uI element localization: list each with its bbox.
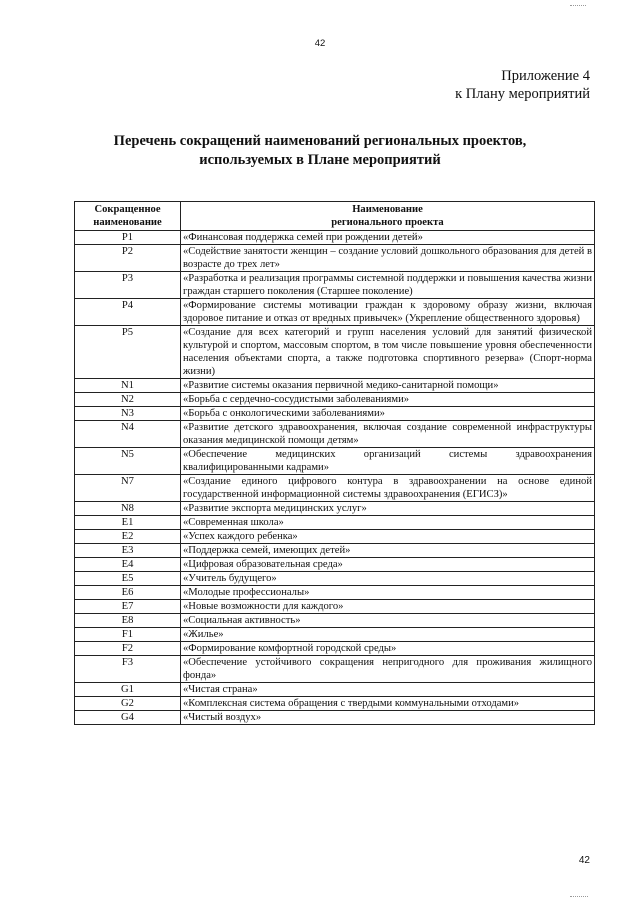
header-project-name	[181, 202, 595, 231]
project-name-cell: «Развитие детского здравоохранения, включая создание современной инфраструктуры оказания медицинской помощи детям»	[181, 421, 595, 448]
table-row	[75, 558, 595, 572]
project-code-cell: P4	[75, 299, 181, 326]
table-row	[75, 231, 595, 245]
project-name-cell: «Социальная активность»	[181, 614, 595, 628]
table-row	[75, 656, 595, 683]
header-project-name-line-2: регионального проекта	[331, 217, 444, 228]
table-row	[75, 586, 595, 600]
table-row	[75, 272, 595, 299]
table-row	[75, 407, 595, 421]
table-row	[75, 711, 595, 725]
project-code-cell: E6	[75, 586, 181, 600]
table-row	[75, 326, 595, 379]
table-row	[75, 448, 595, 475]
project-name-cell: «Финансовая поддержка семей при рождении детей»	[181, 231, 595, 245]
project-code-cell: E3	[75, 544, 181, 558]
table-row	[75, 572, 595, 586]
header-short-name-line-1: Сокращенное	[94, 204, 161, 215]
project-code-cell: P5	[75, 326, 181, 379]
project-name-cell: «Содействие занятости женщин – создание условий дошкольного образования для детей в возрасте до трех лет»	[181, 245, 595, 272]
project-code-cell: E1	[75, 516, 181, 530]
project-name-cell: «Разработка и реализация программы системной поддержки и повышения качества жизни граждан старшего поколения (Старшее поколение)	[181, 272, 595, 299]
project-code-cell: N2	[75, 393, 181, 407]
abbreviations-table	[74, 201, 595, 725]
project-name-cell: «Комплексная система обращения с твердыми коммунальными отходами»	[181, 697, 595, 711]
project-name-cell: «Создание единого цифрового контура в здравоохранении на основе единой государственной информационной системы здравоохранения (ЕГИСЗ)»	[181, 475, 595, 502]
project-name-cell: «Учитель будущего»	[181, 572, 595, 586]
table-row	[75, 245, 595, 272]
table-row	[75, 502, 595, 516]
document-title-line-2: используемых в Плане мероприятий	[199, 152, 441, 168]
project-name-cell: «Развитие экспорта медицинских услуг»	[181, 502, 595, 516]
page-number-bottom: 42	[578, 855, 590, 866]
table-row	[75, 628, 595, 642]
appendix-label	[455, 68, 590, 103]
project-name-cell: «Создание для всех категорий и групп населения условий для занятий физической культурой и спортом, массовым спортом, в том числе повышение уровня обеспеченности населения объектами спорта, а также подготовка спортивного резерва» (Спорт-норма жизни)	[181, 326, 595, 379]
project-code-cell: E7	[75, 600, 181, 614]
scan-mark-bottom	[570, 896, 588, 900]
project-code-cell: N1	[75, 379, 181, 393]
project-name-cell: «Современная школа»	[181, 516, 595, 530]
header-short-name-line-2: наименование	[93, 217, 162, 228]
project-code-cell: G4	[75, 711, 181, 725]
table-row	[75, 421, 595, 448]
document-title	[0, 132, 640, 170]
header-project-name-line-1: Наименование	[352, 204, 423, 215]
table-row	[75, 393, 595, 407]
project-name-cell: «Цифровая образовательная среда»	[181, 558, 595, 572]
project-code-cell: N8	[75, 502, 181, 516]
appendix-line-2: к Плану мероприятий	[455, 85, 590, 102]
project-name-cell: «Формирование комфортной городской среды»	[181, 642, 595, 656]
table-row	[75, 642, 595, 656]
project-code-cell: N7	[75, 475, 181, 502]
appendix-line-1: Приложение 4	[501, 68, 590, 84]
project-name-cell: «Формирование системы мотивации граждан к здоровому образу жизни, включая здоровое питание и отказ от вредных привычек» (Укрепление общественного здоровья)	[181, 299, 595, 326]
project-code-cell: E5	[75, 572, 181, 586]
table-header-row	[75, 202, 595, 231]
table-row	[75, 544, 595, 558]
project-code-cell: N4	[75, 421, 181, 448]
table-row	[75, 683, 595, 697]
project-name-cell: «Борьба с онкологическими заболеваниями»	[181, 407, 595, 421]
project-name-cell: «Новые возможности для каждого»	[181, 600, 595, 614]
project-name-cell: «Жилье»	[181, 628, 595, 642]
scan-mark-top	[570, 0, 586, 6]
project-code-cell: E4	[75, 558, 181, 572]
table-row	[75, 299, 595, 326]
project-code-cell: P1	[75, 231, 181, 245]
project-code-cell: F3	[75, 656, 181, 683]
table-body	[75, 231, 595, 725]
project-name-cell: «Успех каждого ребенка»	[181, 530, 595, 544]
page-number-top: 42	[314, 38, 326, 49]
project-code-cell: F2	[75, 642, 181, 656]
project-code-cell: G2	[75, 697, 181, 711]
project-name-cell: «Чистый воздух»	[181, 711, 595, 725]
project-code-cell: P3	[75, 272, 181, 299]
table-row	[75, 697, 595, 711]
document-title-line-1: Перечень сокращений наименований региональных проектов,	[113, 133, 527, 149]
header-short-name	[75, 202, 181, 231]
project-code-cell: N3	[75, 407, 181, 421]
table-row	[75, 516, 595, 530]
project-code-cell: E2	[75, 530, 181, 544]
project-code-cell: N5	[75, 448, 181, 475]
table-row	[75, 530, 595, 544]
table-row	[75, 379, 595, 393]
project-name-cell: «Поддержка семей, имеющих детей»	[181, 544, 595, 558]
project-name-cell: «Развитие системы оказания первичной медико-санитарной помощи»	[181, 379, 595, 393]
project-name-cell: «Обеспечение медицинских организаций системы здравоохранения квалифицированными кадрами»	[181, 448, 595, 475]
table-row	[75, 614, 595, 628]
project-code-cell: P2	[75, 245, 181, 272]
project-code-cell: E8	[75, 614, 181, 628]
project-name-cell: «Обеспечение устойчивого сокращения непригодного для проживания жилищного фонда»	[181, 656, 595, 683]
table-row	[75, 475, 595, 502]
project-code-cell: G1	[75, 683, 181, 697]
project-name-cell: «Чистая страна»	[181, 683, 595, 697]
project-name-cell: «Молодые профессионалы»	[181, 586, 595, 600]
project-code-cell: F1	[75, 628, 181, 642]
project-name-cell: «Борьба с сердечно-сосудистыми заболеваниями»	[181, 393, 595, 407]
table-row	[75, 600, 595, 614]
